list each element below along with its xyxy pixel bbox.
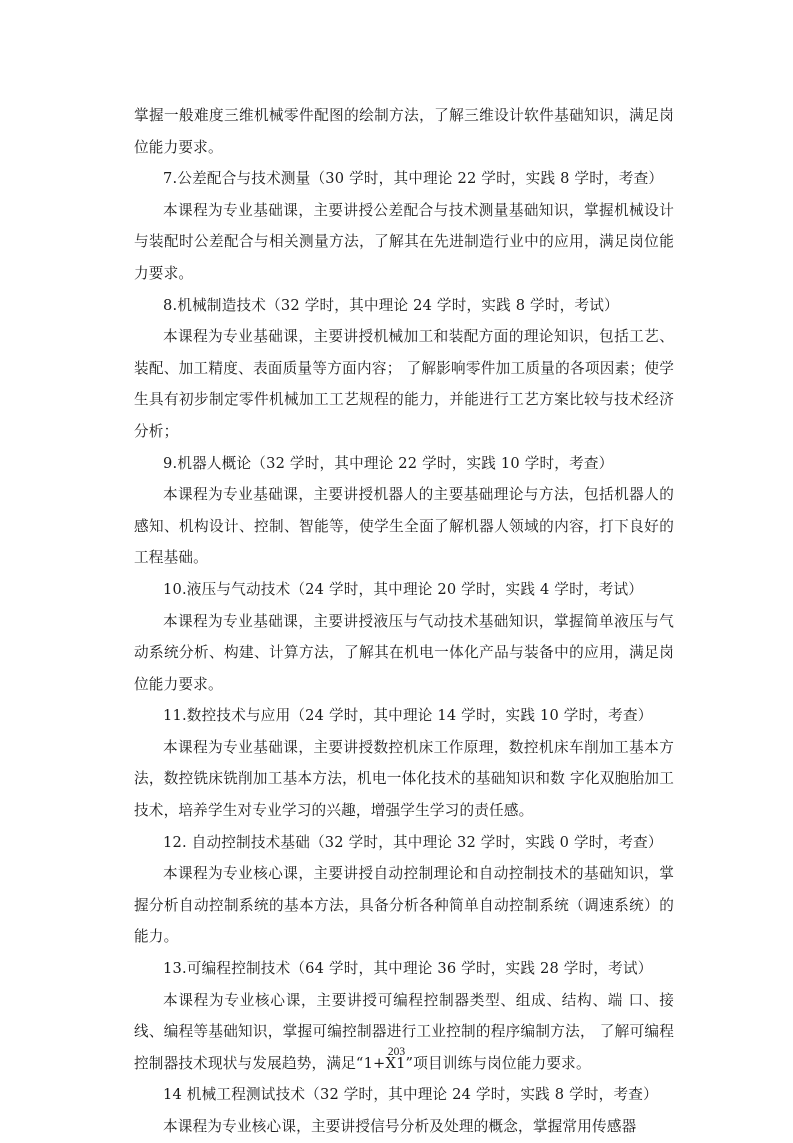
course-body-7: 本课程为专业基础课，主要讲授公差配合与技术测量基础知识，掌握机械设计与装配时公差配合与相关测量方法，了解其在先进制造行业中的应用，满足岗位能力要求。 — [134, 201, 674, 282]
course-heading-12: 12. 自动控制技术基础（32 学时，其中理论 32 学时，实践 0 学时，考查） — [163, 833, 663, 851]
course-body-13: 本课程为专业核心课，主要讲授可编程控制器类型、组成、结构、端 口、接线、编程等基础知识，掌握可编控制器进行工业控制的程序编制方法， 了解可编程控制器技术现状与发展趋势，满足“1+X1”项目训练与岗位能力要求。 — [134, 991, 674, 1072]
course-heading-7: 7.公差配合与技术测量（30 学时，其中理论 22 学时，实践 8 学时，考查） — [163, 170, 664, 188]
course-heading-9: 9.机器人概论（32 学时，其中理论 22 学时，实践 10 学时，考查） — [163, 454, 614, 472]
body-text — [134, 100, 674, 1143]
course-body-8: 本课程为专业基础课，主要讲授机械加工和装配方面的理论知识，包括工艺、装配、加工精度、表面质量等方面内容； 了解影响零件加工质量的各项因素；使学生具有初步制定零件机械加工工艺规程的能力，并能进行工艺方案比较与技术经济分析； — [134, 328, 674, 440]
intro-paragraph: 掌握一般难度三维机械零件配图的绘制方法，了解三维设计软件基础知识，满足岗位能力要求。 — [134, 107, 674, 156]
course-heading-10: 10.液压与气动技术（24 学时，其中理论 20 学时，实践 4 学时，考试） — [163, 580, 644, 598]
page-number: 203 — [387, 1046, 406, 1058]
course-body-11: 本课程为专业基础课，主要讲授数控机床工作原理，数控机床车削加工基本方法，数控铣床铣削加工基本方法，机电一体化技术的基础知识和数 字化双胞胎加工技术，培养学生对专业学习的兴趣，增强学生学习的责任感。 — [134, 738, 674, 820]
course-heading-11: 11.数控技术与应用（24 学时，其中理论 14 学时，实践 10 学时，考查） — [163, 707, 653, 725]
course-heading-14: 14 机械工程测试技术（32 学时，其中理论 24 学时，实践 8 学时，考查） — [163, 1086, 658, 1104]
course-heading-13: 13.可编程控制技术（64 学时，其中理论 36 学时，实践 28 学时，考试） — [163, 960, 653, 978]
course-body-10: 本课程为专业基础课，主要讲授液压与气动技术基础知识，掌握简单液压与气动系统分析、构建、计算方法，了解其在机电一体化产品与装备中的应用，满足岗位能力要求。 — [134, 612, 674, 693]
course-body-9: 本课程为专业基础课，主要讲授机器人的主要基础理论与方法，包括机器人的感知、机构设计、控制、智能等，使学生全面了解机器人领域的内容，打下良好的工程基础。 — [134, 486, 674, 567]
course-heading-8: 8.机械制造技术（32 学时，其中理论 24 学时，实践 8 学时，考试） — [163, 296, 619, 314]
course-body-14: 本课程为专业核心课，主要讲授信号分析及处理的概念，掌握常用传感器 — [163, 1118, 637, 1135]
course-body-12: 本课程为专业核心课，主要讲授自动控制理论和自动控制技术的基础知识，掌握分析自动控制系统的基本方法，具备分析各种简单自动控制系统（调速系统）的能力。 — [134, 865, 674, 946]
